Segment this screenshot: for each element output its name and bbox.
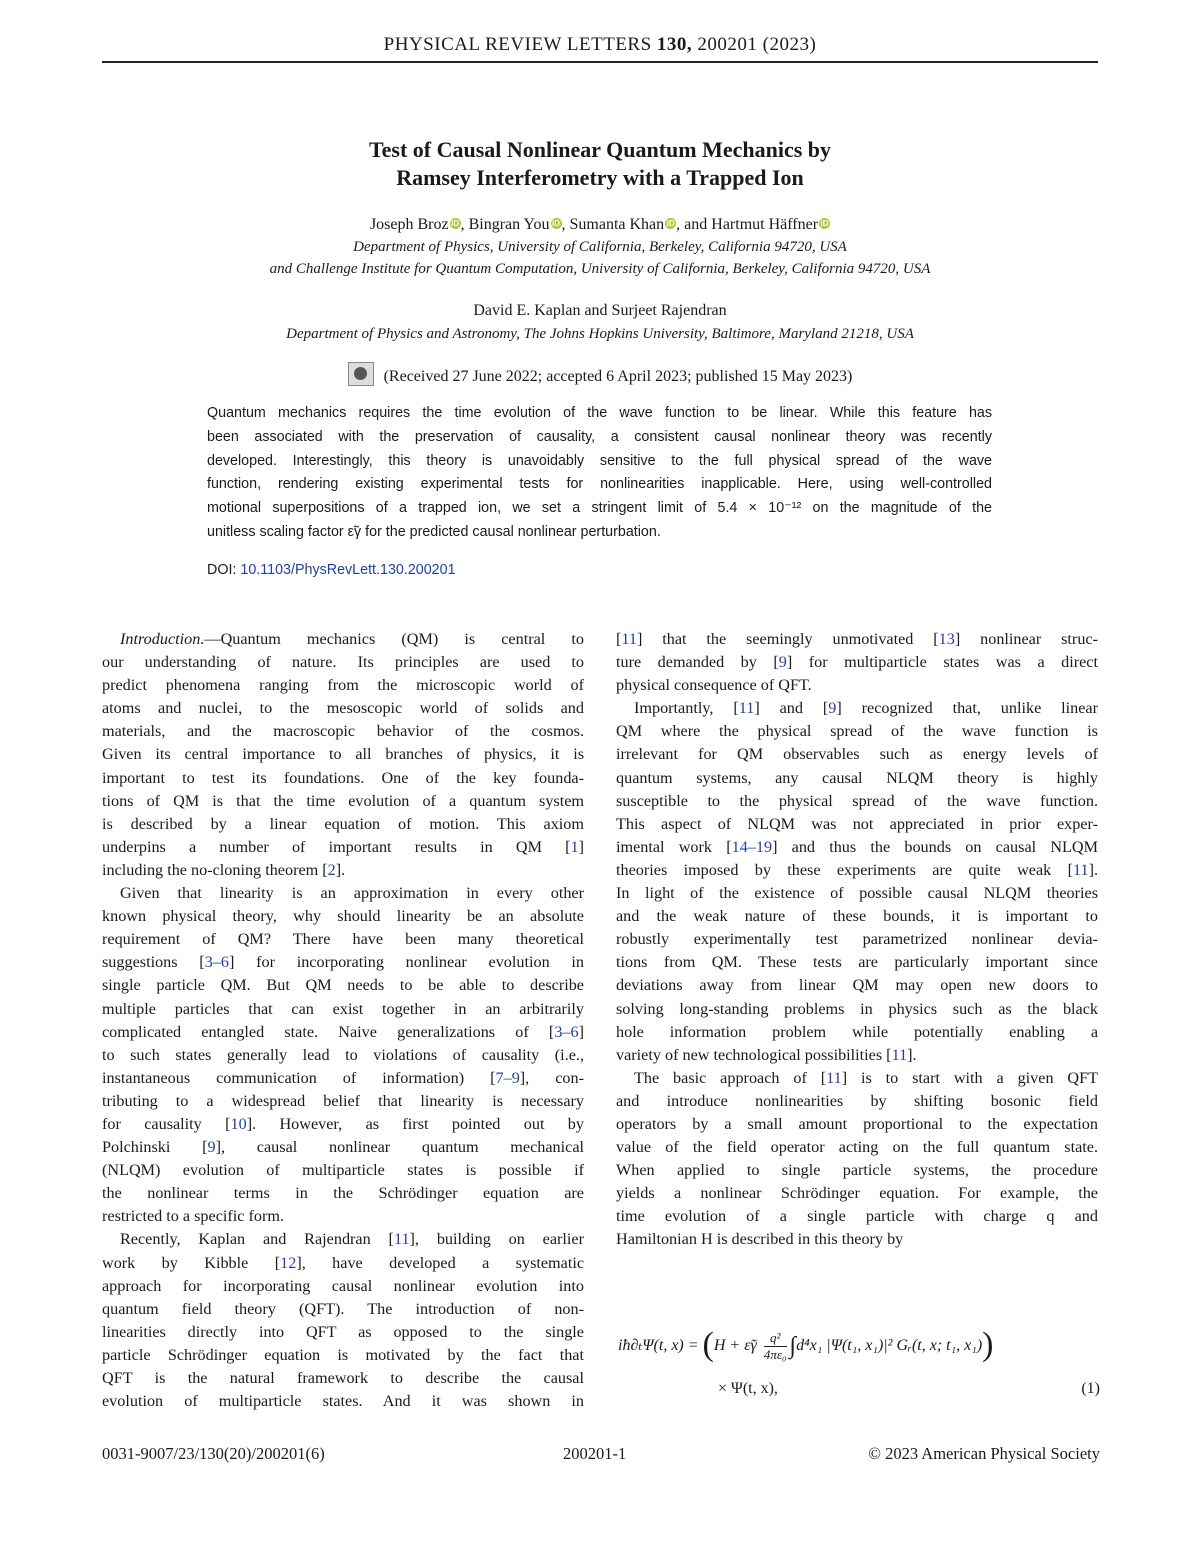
citation-link[interactable]: 11 [738, 699, 755, 718]
text-line: the nonlinear terms in the Schrödinger equation are [102, 1184, 584, 1203]
equation-lhs: iħ∂ₜΨ(t, x) = [618, 1337, 699, 1354]
citation-link[interactable]: 11 [826, 1068, 842, 1087]
text-line: our understanding of nature. Its principles are used to [102, 653, 584, 672]
doi [207, 562, 456, 578]
orcid-icon[interactable]: iD [820, 219, 829, 228]
text-line: tions of QM is that the time evolution of a quantum system [102, 791, 584, 810]
citation-link[interactable]: 13 [938, 630, 955, 648]
journal-volume: 130, [656, 34, 693, 55]
text-line: is described by a linear equation of motion. This axiom [102, 814, 584, 833]
text-line: time evolution of a single particle with charge q and [616, 1207, 1098, 1226]
text-line: yields a nonlinear Schrödinger equation. For example, the [616, 1184, 1098, 1203]
text-line: linearities directly into QFT as opposed to the single [102, 1322, 584, 1341]
article-number: 200201 (2023) [697, 34, 817, 55]
citation-link[interactable]: 2 [327, 860, 336, 879]
citation-link[interactable]: 11 [891, 1045, 908, 1064]
text-line: [11] that the seemingly unmotivated [13] nonlinear struc- [616, 630, 1098, 648]
footer-issn: 0031-9007/23/130(20)/200201(6) [102, 1444, 325, 1463]
text-line: Recently, Kaplan and Rajendran [11], building on earlier [120, 1230, 585, 1249]
author-separator: , [460, 216, 469, 233]
text-line: complicated entangled state. Naive generalizations of [3–6] [102, 1022, 584, 1041]
abstract-line: motional superpositions of a trapped ion, we set a stringent limit of 5.4 × 10⁻¹² on the magnitude of the [207, 500, 992, 517]
text-line: approach for incorporating causal nonlinear evolution into [102, 1276, 584, 1295]
received-text: (Received 27 June 2022; accepted 6 April 2023; published 15 May 2023) [383, 368, 853, 385]
running-header [102, 34, 1098, 56]
equation-paren-close: ) [982, 1326, 994, 1363]
author-haffner[interactable]: Hartmut Häffner [711, 216, 819, 233]
text-line: requirement of QM? There have been many theoretical [102, 930, 584, 949]
affiliation-challenge-institute: and Challenge Institute for Quantum Computation, University of California, Berkeley, California 94720, USA [269, 261, 931, 277]
orcid-icon[interactable]: iD [552, 219, 560, 228]
citation-link[interactable]: 11 [621, 630, 637, 648]
text-line: In light of the existence of possible causal NLQM theories [616, 884, 1098, 903]
received-dates [102, 362, 1098, 386]
text-line: evolution of multiparticle states. And it was shown in [102, 1392, 584, 1411]
text-line: value of the field operator acting on the full quantum state. [616, 1138, 1098, 1157]
text-line: multiple particles that can exist together in an arbitrarily [102, 999, 584, 1018]
text-line: tions from QM. These tests are particularly important since [616, 953, 1098, 972]
text-line: tributing to a widespread belief that linearity is necessary [102, 1091, 584, 1110]
citation-link[interactable]: 14–19 [731, 837, 773, 856]
doi-label: DOI: [207, 562, 237, 578]
text-line: Polchinski [9], causal nonlinear quantum mechanical [102, 1138, 585, 1157]
footer-copyright: © 2023 American Physical Society [868, 1444, 1100, 1463]
text-line: atoms and nuclei, to the mesoscopic world of solids and [102, 699, 584, 718]
citation-link[interactable]: 11 [393, 1230, 410, 1249]
text-line: imental work [14–19] and thus the bounds on causal NLQM [616, 837, 1098, 856]
abstract-line: unitless scaling factor ε̃γ for the predicted causal nonlinear perturbation. [207, 523, 661, 540]
text-line: variety of new technological possibilities [11]. [616, 1045, 917, 1064]
text-line: Hamiltonian H is described in this theory by [616, 1230, 904, 1249]
doi-link[interactable]: 10.1103/PhysRevLett.130.200201 [240, 562, 456, 578]
footer-page-number: 200201-1 [563, 1444, 627, 1463]
equation-1 [616, 1320, 1100, 1410]
affiliation-berkeley: Department of Physics, University of California, Berkeley, California 94720, USA [353, 239, 847, 255]
text-line: QFT is the natural framework to describe the causal [102, 1369, 584, 1387]
orcid-icon[interactable]: iD [451, 219, 460, 228]
text-line: underpins a number of important results in QM [1] [102, 837, 584, 856]
text-line: known physical theory, why should linearity be an absolute [102, 907, 584, 926]
abstract [207, 402, 992, 545]
text-line: Introduction.—Quantum mechanics (QM) is central to [120, 630, 584, 648]
text-line: work by Kibble [12], have developed a systematic [102, 1253, 585, 1272]
text-line: including the no-cloning theorem [2]. [102, 860, 346, 879]
text-line: restricted to a specific form. [102, 1207, 285, 1226]
equation-line-2: × Ψ(t, x), [718, 1380, 778, 1397]
text-line: predict phenomena ranging from the microscopic world of [102, 676, 584, 695]
text-line: instantaneous communication of information) [7–9], con- [102, 1068, 584, 1087]
author-list-2: David E. Kaplan and Surjeet Rajendran [473, 302, 727, 319]
equation-hamiltonian: H + ε̃γ [713, 1337, 757, 1354]
text-line: quantum field theory (QFT). The introduction of non- [102, 1299, 584, 1318]
text-line: particle Schrödinger equation is motivated by the fact that [102, 1345, 584, 1364]
text-line: The basic approach of [11] is to start with a given QFT [634, 1068, 1098, 1087]
text-line: and introduce nonlinearities by shifting bosonic field [616, 1091, 1098, 1110]
left-column [102, 628, 584, 1413]
fraction-denominator: 4πε₀ [763, 1346, 787, 1362]
title-line-2: Ramsey Interferometry with a Trapped Ion [396, 165, 804, 190]
text-line: important to test its foundations. One of the key founda- [102, 768, 584, 787]
citation-link[interactable]: 3–6 [554, 1022, 579, 1041]
abstract-line: been associated with the preservation of causality, a consistent causal nonlinear theory was recently [207, 428, 992, 445]
text-line: solving long-standing problems in physics such as the black [616, 999, 1098, 1018]
fraction-numerator: q² [764, 1330, 787, 1347]
text-line: for causality [10]. However, as first pointed out by [102, 1114, 584, 1133]
integral-sign: ∫ [789, 1333, 797, 1359]
citation-link[interactable]: 7–9 [495, 1068, 520, 1087]
text-line: and the weak nature of these bounds, it is important to [616, 907, 1098, 926]
text-line: This aspect of NLQM was not appreciated in prior exper- [616, 814, 1098, 833]
text-line: single particle QM. But QM needs to be able to describe [102, 976, 584, 995]
citation-link[interactable]: 11 [1072, 860, 1089, 879]
citation-link[interactable]: 1 [570, 837, 579, 856]
text-line: operators by a small amount proportional to the expectation [616, 1114, 1098, 1133]
check-for-updates-icon[interactable] [348, 362, 374, 386]
citation-link[interactable]: 12 [280, 1253, 297, 1272]
citation-link[interactable]: 9 [828, 699, 837, 718]
text-line: Importantly, [11] and [9] recognized that, unlike linear [634, 699, 1099, 718]
author-broz[interactable]: Joseph Broz [369, 216, 449, 233]
title-line-1: Test of Causal Nonlinear Quantum Mechanics by [368, 137, 832, 162]
paper-title [150, 136, 1050, 192]
equation-number: (1) [1081, 1380, 1100, 1397]
author-list-1 [102, 216, 1098, 234]
orcid-icon[interactable]: iD [666, 219, 675, 228]
citation-link[interactable]: 3–6 [204, 953, 229, 972]
text-line: QM where the physical spread of the wave function is [616, 722, 1098, 741]
abstract-line: function, rendering existing experimental tests for nonlinearities inapplicable. Here, using well-controlled [207, 476, 992, 493]
affiliation-johns-hopkins: Department of Physics and Astronomy, The Johns Hopkins University, Baltimore, Maryland 21218, USA [286, 326, 914, 342]
text-line: When applied to single particle systems, the procedure [616, 1161, 1098, 1180]
citation-link[interactable]: 9 [207, 1138, 216, 1157]
equation-integrand: d⁴x₁ |Ψ(t₁, x₁)|² Gᵣ(t, x; t₁, x₁) [796, 1337, 983, 1354]
citation-link[interactable]: 10 [230, 1114, 247, 1133]
author-khan[interactable]: Sumanta Khan [569, 216, 665, 233]
header-divider [102, 61, 1098, 63]
abstract-line: Quantum mechanics requires the time evolution of the wave function to be linear. While this feature has [207, 405, 992, 421]
text-line: irrelevant for QM observables such as energy levels of [616, 745, 1098, 764]
text-line: quantum systems, any causal NLQM theory is highly [616, 768, 1098, 787]
abstract-line: developed. Interestingly, this theory is unavoidably sensitive to the full physical spread of the wave [207, 452, 992, 469]
text-line: deviations away from linear QM may open new doors to [616, 976, 1098, 995]
author-separator: , [561, 216, 570, 233]
text-line: hole information problem while potentially enabling a [616, 1022, 1098, 1041]
right-column [616, 628, 1098, 1252]
text-line: Given that linearity is an approximation in every other [120, 884, 584, 903]
equation-fraction [764, 1330, 787, 1363]
text-line: susceptible to the physical spread of the wave function. [616, 791, 1098, 810]
text-line: Given its central importance to all branches of physics, it is [102, 745, 584, 764]
journal-name: PHYSICAL REVIEW LETTERS [383, 34, 652, 55]
section-heading: Introduction. [120, 630, 205, 648]
author-you[interactable]: Bingran You [468, 216, 550, 233]
text-line: theories imposed by these experiments are quite weak [11]. [616, 860, 1098, 879]
equation-paren-open: ( [702, 1326, 714, 1363]
author-separator: , and [676, 216, 712, 233]
text-line: (NLQM) evolution of multiparticle states is possible if [102, 1161, 584, 1180]
text-line: physical consequence of QFT. [616, 676, 812, 695]
text-line: suggestions [3–6] for incorporating nonlinear evolution in [102, 953, 585, 972]
text-line: ture demanded by [9] for multiparticle states was a direct [616, 653, 1098, 672]
text-line: robustly experimentally test parametrized nonlinear devia- [616, 930, 1098, 949]
citation-link[interactable]: 9 [778, 653, 787, 672]
equation-line-1 [618, 1326, 994, 1364]
text-line: to such states generally lead to violations of causality (i.e., [102, 1045, 584, 1064]
text-line: materials, and the macroscopic behavior of the cosmos. [102, 722, 584, 741]
